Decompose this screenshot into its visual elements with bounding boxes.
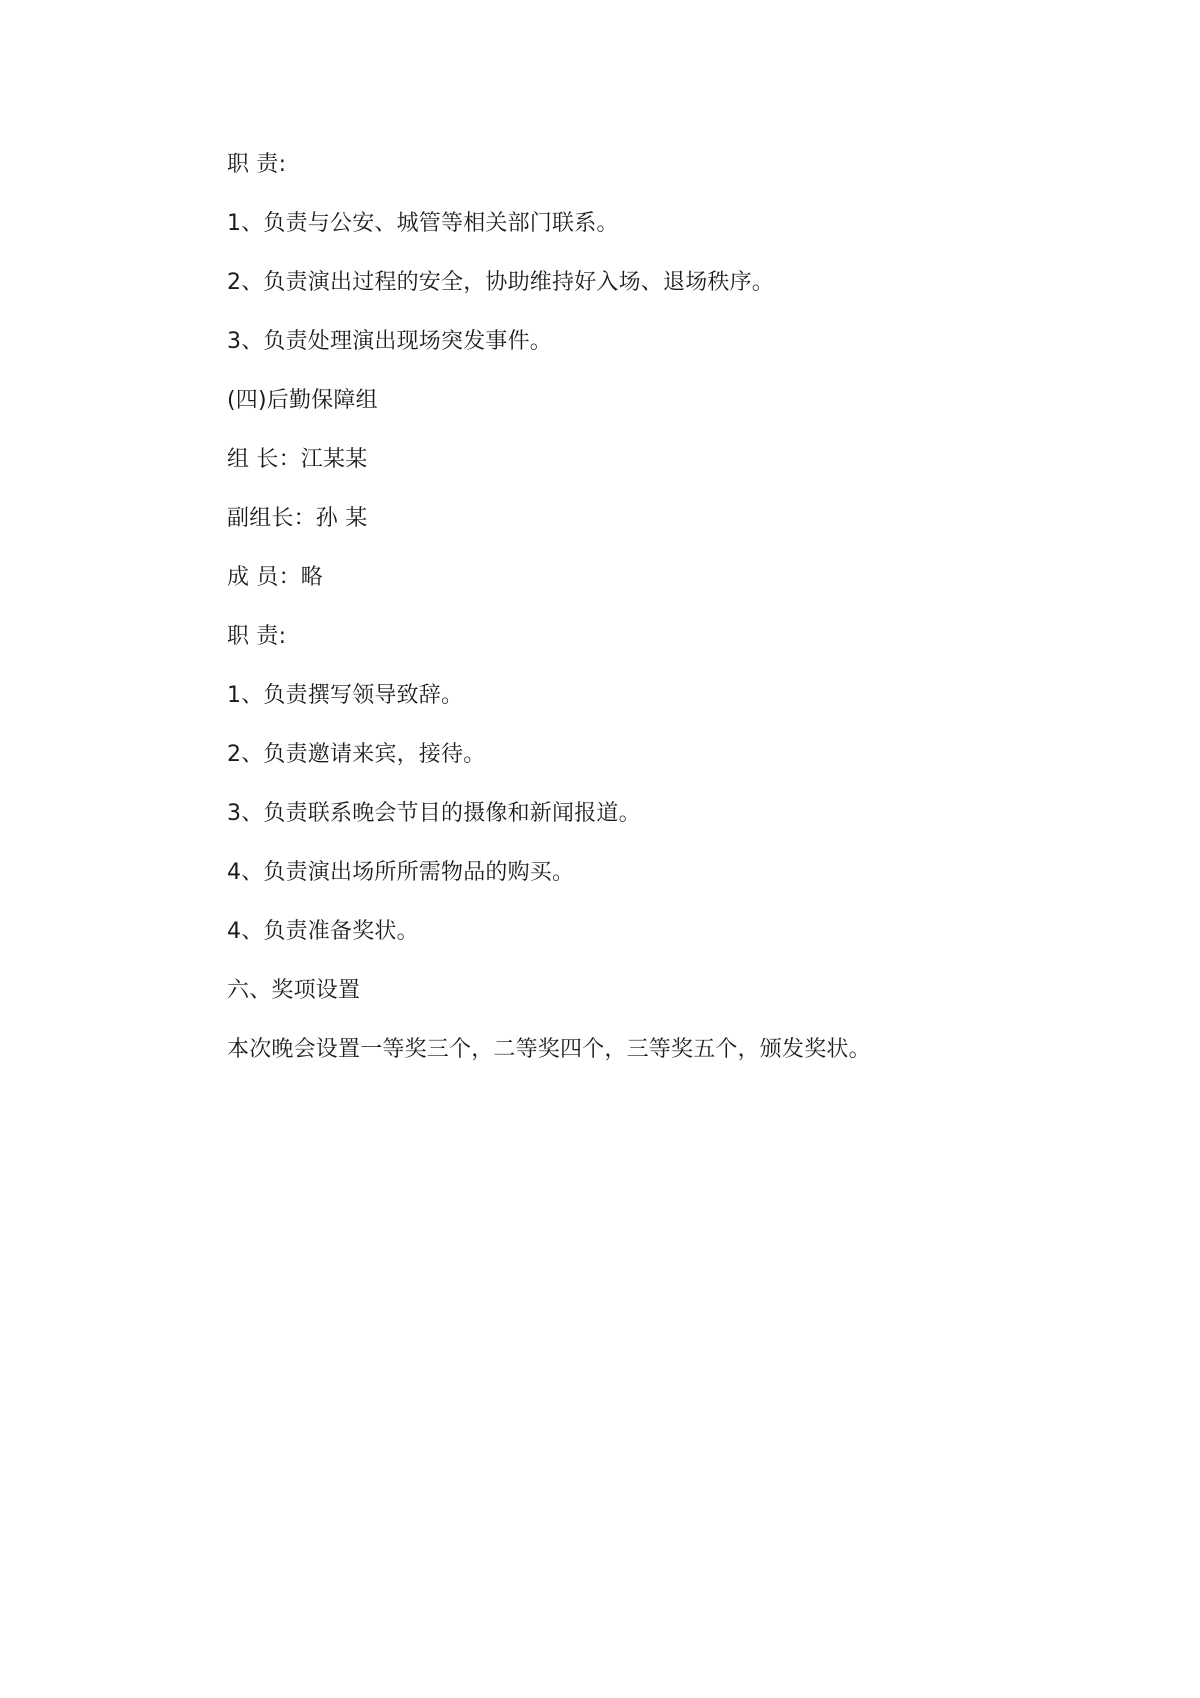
duty-item: 1、负责与公安、城管等相关部门联系。 — [227, 211, 619, 236]
duty-item: 3、负责联系晚会节目的摄像和新闻报道。 — [227, 801, 641, 826]
duty-item: 2、负责邀请来宾，接待。 — [227, 742, 486, 767]
members: 成 员：略 — [227, 565, 323, 590]
section-heading: (四)后勤保障组 — [227, 388, 378, 413]
duty-item: 1、负责撰写领导致辞。 — [227, 683, 464, 708]
paragraph: 本次晚会设置一等奖三个，二等奖四个，三等奖五个，颁发奖状。 — [227, 1037, 871, 1062]
duties-heading: 职 责: — [227, 152, 287, 177]
duty-item: 2、负责演出过程的安全，协助维持好入场、退场秩序。 — [227, 270, 774, 295]
duties-heading: 职 责: — [227, 624, 287, 649]
deputy-leader: 副组长：孙 某 — [227, 506, 368, 531]
section-heading: 六、奖项设置 — [227, 978, 361, 1003]
group-leader: 组 长：江某某 — [227, 447, 368, 472]
duty-item: 4、负责准备奖状。 — [227, 919, 419, 944]
document-body — [227, 150, 1007, 1094]
duty-item: 3、负责处理演出现场突发事件。 — [227, 329, 552, 354]
duty-item: 4、负责演出场所所需物品的购买。 — [227, 860, 575, 885]
